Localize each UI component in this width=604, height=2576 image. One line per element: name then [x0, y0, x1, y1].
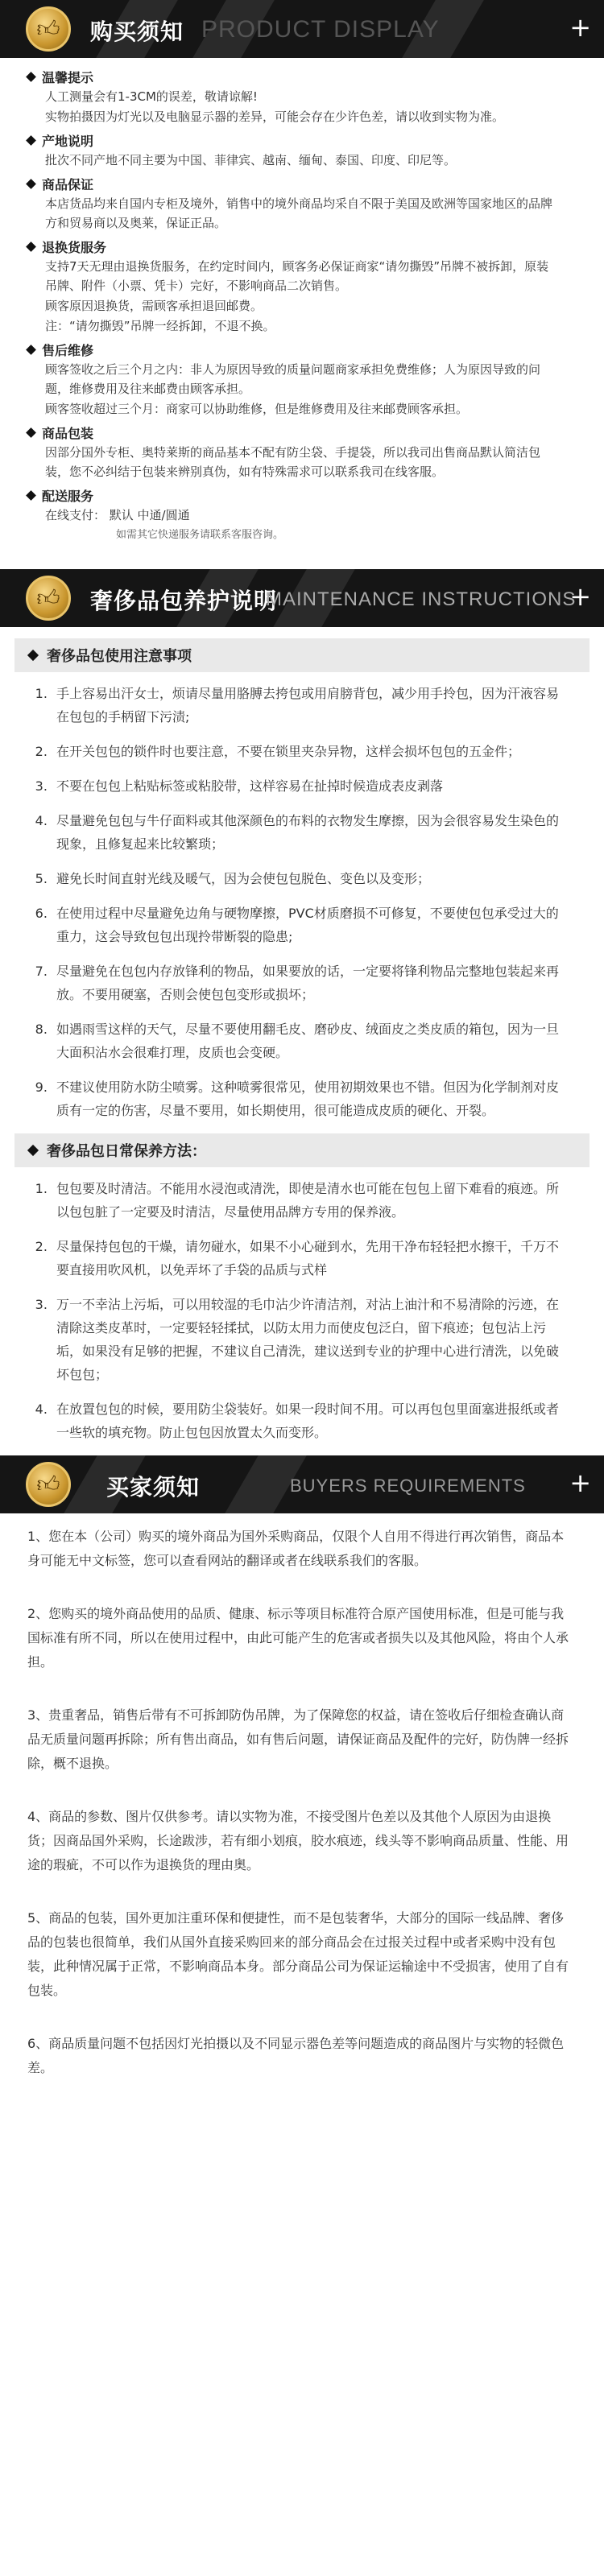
care-item: 4. 尽量避免包包与牛仔面料或其他深颜色的布料的衣物发生摩擦，因为会很容易发生染色的现象，且修复起来比较繁琐； — [52, 809, 559, 856]
section-title-en: MAINTENANCE INSTRUCTIONS — [266, 588, 577, 610]
sub-header-maintenance — [14, 1133, 590, 1167]
diamond-icon — [26, 345, 36, 355]
notice-title — [27, 175, 556, 193]
banner-maintenance — [0, 569, 604, 627]
notice-line: 实物拍摄因为灯光以及电脑显示器的差异，可能会存在少许色差，请以收到实物为准。 — [45, 109, 505, 124]
care-item: 3. 万一不幸沾上污垢，可以用较湿的毛巾沾少许清洁剂，对沾上油汁和不易清除的污迹，在清除这类皮革时，一定要轻轻揉拭，以防太用力而使皮包泛白，留下痕迹；包包沾上污垢，如果没有足够的把握，不建议自己清洗，建议送到专业的护理中心进行清洗，以免破坏包包； — [52, 1293, 559, 1386]
care-item: 9. 不建议使用防水防尘喷雾。这种喷雾很常见，使用初期效果也不错。但因为化学制剂对皮质有一定的伤害，尽量不要用，如长期使用，很可能造成皮质的硬化、开裂。 — [52, 1075, 559, 1122]
section-title-cn: 奢侈品包养护说明 — [90, 588, 278, 614]
notice-line: 注：“请勿撕毁”吊牌一经拆卸，不退不换。 — [45, 319, 275, 333]
notice-title-text: 商品保证 — [42, 177, 94, 192]
diamond-icon — [26, 179, 36, 189]
notice-item — [27, 175, 556, 233]
sub-header-usage — [14, 638, 590, 672]
section-title-en: PRODUCT DISPLAY — [201, 16, 440, 43]
notice-line: 在线支付： 默认 中通/圆通 — [45, 508, 190, 522]
notice-line: 因部分国外专柜、奥特莱斯的商品基本不配有防尘袋、手提袋，所以我司出售商品默认简洁包装，您不必纠结于包装来辨别真伪，如有特殊需求可以联系我司在线客服。 — [45, 445, 541, 479]
notice-title-text: 售后维修 — [42, 343, 94, 358]
buyer-paragraph: 3、贵重奢品，销售后带有不可拆卸防伪吊牌，为了保障您的权益，请在签收后仔细检查确认商品无质量问题再拆除；所有售出商品，如有售后问题，请保证商品及配件的完好，防伪牌一经拆除，概不退换。 — [27, 1707, 569, 1771]
diamond-icon — [27, 650, 39, 661]
thumbs-up-icon: 👍︎ — [26, 6, 71, 52]
notice-line: 顾客原因退换货，需顾客承担退回邮费。 — [45, 299, 263, 313]
plus-icon: + — [569, 581, 591, 612]
care-item: 1. 包包要及时清洁。不能用水浸泡或清洗，即使是清水也可能在包包上留下难看的痕迹。所以包包脏了一定要及时清洁，尽量使用品牌方专用的保养液。 — [52, 1177, 559, 1224]
diamond-icon — [26, 72, 36, 82]
notice-title-text: 退换货服务 — [42, 240, 107, 255]
notice-line: 批次不同产地不同主要为中国、菲律宾、越南、缅甸、泰国、印度、印尼等。 — [45, 153, 457, 167]
notice-item — [27, 423, 556, 481]
section-title-cn: 购买须知 — [90, 19, 184, 45]
notice-title — [27, 423, 556, 442]
care-item: 8. 如遇雨雪这样的天气，尽量不要使用翻毛皮、磨砂皮、绒面皮之类皮质的箱包，因为一旦大面积沾水会很难打理，皮质也会变硬。 — [52, 1018, 559, 1064]
notice-title — [27, 237, 556, 256]
buyer-paragraph: 1、您在本（公司）购买的境外商品为国外采购商品，仅限个人自用不得进行再次销售，商品本身可能无中文标签，您可以查看网站的翻译或者在线联系我们的客服。 — [27, 1529, 565, 1568]
banner-product-display — [0, 0, 604, 58]
notice-item — [27, 68, 556, 126]
sub-header-label: 奢侈品包使用注意事项 — [47, 648, 192, 665]
notice-item — [27, 131, 556, 170]
notice-line: 如需其它快递服务请联系客服咨询。 — [116, 529, 284, 541]
notice-line: 本店货品均来自国内专柜及境外，销售中的境外商品均采自不限于美国及欧洲等国家地区的品牌方和贸易商以及奥莱，保证正品。 — [45, 196, 553, 230]
care-maintenance-list — [0, 1167, 604, 1444]
sub-header-label: 奢侈品包日常保养方法： — [47, 1143, 206, 1160]
notice-line: 顾客签收之后三个月之内：非人为原因导致的质量问题商家承担免费维修；人为原因导致的问题，维修费用及往来邮费由顾客承担。 — [45, 362, 541, 396]
notice-item — [27, 341, 556, 419]
buyer-paragraph: 5、商品的包装，国外更加注重环保和便捷性，而不是包装奢华，大部分的国际一线品牌、奢侈品的包装也很简单，我们从国外直接采购回来的部分商品会在过报关过程中或者采购中没有包装，此种情况属于正常，不影响商品本身。部分商品公司为保证运输途中不受损害，使用了自有包装。 — [27, 1910, 569, 1998]
section-title-en: BUYERS REQUIREMENTS — [290, 1476, 526, 1496]
thumbs-up-icon: 👍︎ — [26, 576, 71, 621]
notice-title-text: 产地说明 — [42, 134, 94, 149]
notice-item — [27, 486, 556, 545]
notice-title-text: 商品包装 — [42, 426, 94, 441]
diamond-icon — [26, 427, 36, 438]
buyers-requirements — [0, 1513, 604, 2080]
buyer-paragraph: 6、商品质量问题不包括因灯光拍摄以及不同显示器色差等问题造成的商品图片与实物的轻微色差。 — [27, 2036, 565, 2075]
buyer-paragraph: 2、您购买的境外商品使用的品质、健康、标示等项目标准符合原产国使用标准，但是可能与我国标准有所不同，所以在使用过程中，由此可能产生的危害或者损失以及其他风险，将由个人承担。 — [27, 1606, 569, 1670]
care-item: 6. 在使用过程中尽量避免边角与硬物摩擦，PVC材质磨损不可修复，不要使包包承受过大的重力，这会导致包包出现拎带断裂的隐患; — [52, 902, 559, 948]
plus-icon: + — [569, 12, 591, 43]
notice-list — [0, 58, 604, 558]
care-usage-list — [0, 672, 604, 1122]
notice-title — [27, 68, 556, 86]
section-title-cn: 买家须知 — [106, 1474, 201, 1501]
plus-icon: + — [569, 1468, 591, 1498]
notice-line: 支持7天无理由退换货服务，在约定时间内，顾客务必保证商家“请勿撕毁”吊牌不被拆卸，原装吊牌、附件（小票、凭卡）完好，不影响商品二次销售。 — [45, 259, 549, 293]
diamond-icon — [27, 1145, 39, 1156]
care-item: 3. 不要在包包上粘贴标签或粘胶带，这样容易在扯掉时候造成表皮剥落 — [52, 774, 559, 798]
banner-buyers — [0, 1455, 604, 1513]
notice-title — [27, 486, 556, 505]
diamond-icon — [26, 242, 36, 252]
diamond-icon — [26, 135, 36, 146]
buyer-paragraph: 4、商品的参数、图片仅供参考。请以实物为准，不接受图片色差以及其他个人原因为由退换货；因商品国外采购，长途跋涉，若有细小划痕，胶水痕迹，线头等不影响商品质量、性能、用途的瑕疵，不可以作为退换货的理由奥。 — [27, 1809, 569, 1872]
notice-item — [27, 237, 556, 336]
care-item: 5. 避免长时间直射光线及暖气，因为会使包包脱色、变色以及变形； — [52, 867, 559, 890]
thumbs-up-icon: 👍︎ — [26, 1462, 71, 1507]
notice-line: 人工测量会有1-3CM的误差，敬请谅解! — [45, 89, 258, 104]
notice-title-text: 温馨提示 — [42, 70, 94, 85]
notice-title — [27, 131, 556, 150]
care-item: 2. 尽量保持包包的干燥，请勿碰水，如果不小心碰到水，先用干净布轻轻把水擦干，千万不要直接用吹风机，以免弄坏了手袋的品质与式样 — [52, 1235, 559, 1282]
notice-line: 顾客签收超过三个月：商家可以协助维修，但是维修费用及往来邮费顾客承担。 — [45, 402, 469, 416]
care-item: 2. 在开关包包的锁件时也要注意，不要在锁里夹杂异物，这样会损坏包包的五金件； — [52, 740, 559, 763]
notice-title — [27, 341, 556, 359]
care-item: 1. 手上容易出汗女士，烦请尽量用胳膊去挎包或用肩膀背包，减少用手拎包，因为汗液容易在包包的手柄留下污渍; — [52, 682, 559, 729]
care-item: 4. 在放置包包的时候，要用防尘袋装好。如果一段时间不用。可以再包包里面塞进报纸或者一些软的填充物。防止包包因放置太久而变形。 — [52, 1397, 559, 1444]
care-item: 7. 尽量避免在包包内存放锋利的物品，如果要放的话，一定要将锋利物品完整地包装起来再放。不要用硬塞，否则会使包包变形或损坏； — [52, 960, 559, 1006]
notice-title-text: 配送服务 — [42, 489, 94, 504]
diamond-icon — [26, 490, 36, 501]
